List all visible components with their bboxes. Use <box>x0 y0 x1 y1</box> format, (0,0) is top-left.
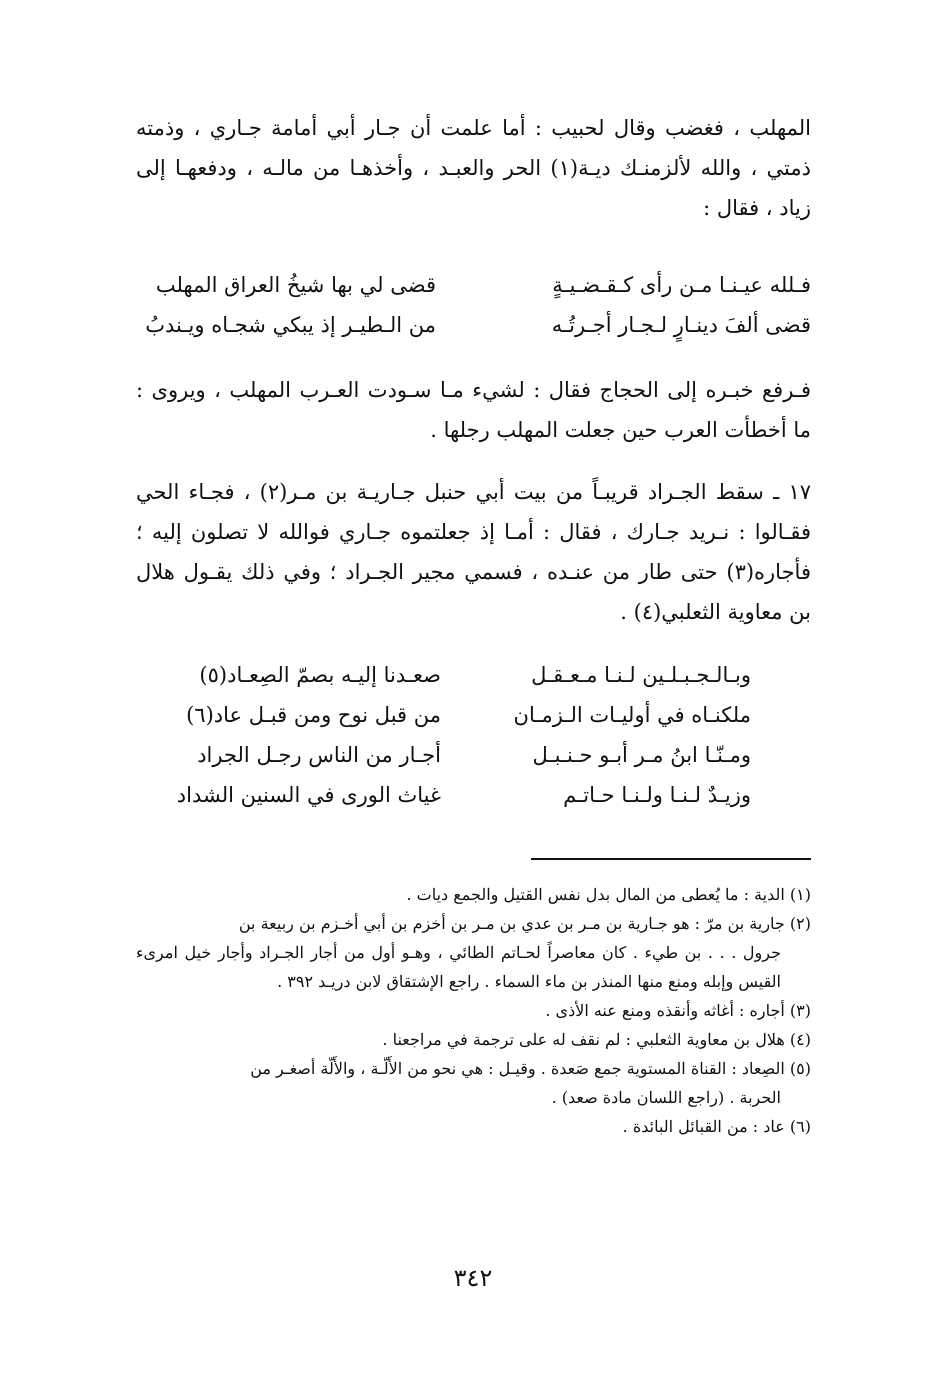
footnote-text: هلال بن معاوية الثعلبي : لم نقف له على ترجمة في مراجعنا . <box>382 1030 785 1049</box>
paragraph-text: المهلب ، فغضب وقال لحبيب : أما علمت أن جـار أبي أمامة جـاري ، وذمته ذمتي ، والله لألزمنـك ديـة(١) الحر والعبـد ، وأخذهـا من مالـه ، ودفعهـا إلى زياد ، فقال : <box>136 116 811 220</box>
verse-line <box>136 265 811 305</box>
hemistich-first: وبـالـجـبـلـين لـنـا مـعـقـل <box>531 663 751 687</box>
footnote <box>136 909 811 996</box>
footnote-continuation: جرول . . . بن طيء . كان معاصراً لحـاتم الطائي ، وهـو أول من أجار الجـراد وأجار خيل امرىء القيس وإبله ومنع منها المنذر بن ماء السماء . راجع الإشتقاق لابن دريـد ٣٩٢ . <box>136 943 782 991</box>
hemistich-second: من الـطيـر إذ يبكي شجـاه ويـندبُ <box>145 313 436 337</box>
paragraph-1 <box>136 108 811 228</box>
verse-line <box>171 735 751 775</box>
footnote <box>136 1025 811 1054</box>
page-number: ٣٤٢ <box>453 1264 493 1292</box>
footnote-number: (١) <box>789 885 811 904</box>
paragraph-text: ١٧ ـ سقط الجـراد قريبـاً من بيت أبي حنبل جـاريـة بن مـر(٢) ، فجـاء الحي فقـالوا : نـريد جـارك ، فقال : أمـا إذ جعلتموه جـاري فوالله لا تصلون إليه ؛ فأجاره(٣) حتى طار من عنـده ، فسمي مجير الجـراد ؛ وفي ذلك يقـول هلال بن معاوية الثعلبي(٤) . <box>136 480 812 624</box>
footnote-text: عاد : من القبائل البائدة . <box>622 1117 785 1136</box>
footnote-text: جارية بن مرّ : هو جـارية بن مـر بن عدي بن مـر بن أخزم بن أبي أخـزم بن ربيعة بن <box>238 914 785 933</box>
hemistich-first: قضى ألفَ دينـارٍ لـجـار أجـرتُـه <box>551 313 811 337</box>
footnote-number: (٣) <box>789 1001 811 1020</box>
footnote-text: الدية : ما يُعطى من المال بدل نفس القتيل والجمع ديات . <box>406 885 785 904</box>
footnote <box>136 1112 811 1141</box>
footnote-text: أجاره : أغاثه وأنقذه ومنع عنه الأذى . <box>545 1001 785 1020</box>
hemistich-second: أجـار من الناس رجـل الجراد <box>197 743 441 767</box>
footnote-number: (٢) <box>789 914 811 933</box>
paragraph-3 <box>136 472 811 632</box>
hemistich-first: وزيـدٌ لـنـا ولـنـا حـاتـم <box>563 783 751 807</box>
footnote-number: (٤) <box>789 1030 811 1049</box>
paragraph-2 <box>136 370 811 450</box>
verse-line <box>136 305 811 345</box>
hemistich-first: ملكنـاه في أوليـات الـزمـان <box>513 703 751 727</box>
hemistich-second: غياث الورى في السنين الشداد <box>176 783 441 807</box>
footnote-text: الصِعاد : القناة المستوية جمع صَعدة . وقيـل : هي نحو من الأَلّـة ، والأَلّة أصغـر من <box>250 1059 785 1078</box>
hemistich-first: ومـنّـا ابنُ مـر أبـو حـنـبـل <box>532 743 751 767</box>
footnote-continuation: الحربة . (راجع اللسان مادة صعد) . <box>551 1088 781 1107</box>
paragraph-text: فـرفع خبـره إلى الحجاج فقال : لشيء مـا سـودت العـرب المهلب ، ويروى : ما أخطأت العرب حين جعلت المهلب رجلها . <box>136 378 811 442</box>
poem-2 <box>171 655 751 815</box>
verse-line <box>171 695 751 735</box>
hemistich-first: فـلله عيـنـا مـن رأى كـقـضـيـةٍ <box>552 273 811 297</box>
footnotes <box>136 880 811 1141</box>
hemistich-second: من قبل نوح ومن قبـل عاد(٦) <box>186 703 441 727</box>
footnote <box>136 1054 811 1112</box>
footnote <box>136 880 811 909</box>
verse-line <box>171 775 751 815</box>
footnote-number: (٥) <box>789 1059 811 1078</box>
hemistich-second: صعـدنا إليـه بصمّ الصِعـاد(٥) <box>199 663 441 687</box>
footnote-divider <box>531 858 811 860</box>
footnote-number: (٦) <box>789 1117 811 1136</box>
verse-line <box>171 655 751 695</box>
footnote <box>136 996 811 1025</box>
hemistich-second: قضى لي بها شيخُ العراق المهلب <box>155 273 436 297</box>
poem-1 <box>136 265 811 345</box>
